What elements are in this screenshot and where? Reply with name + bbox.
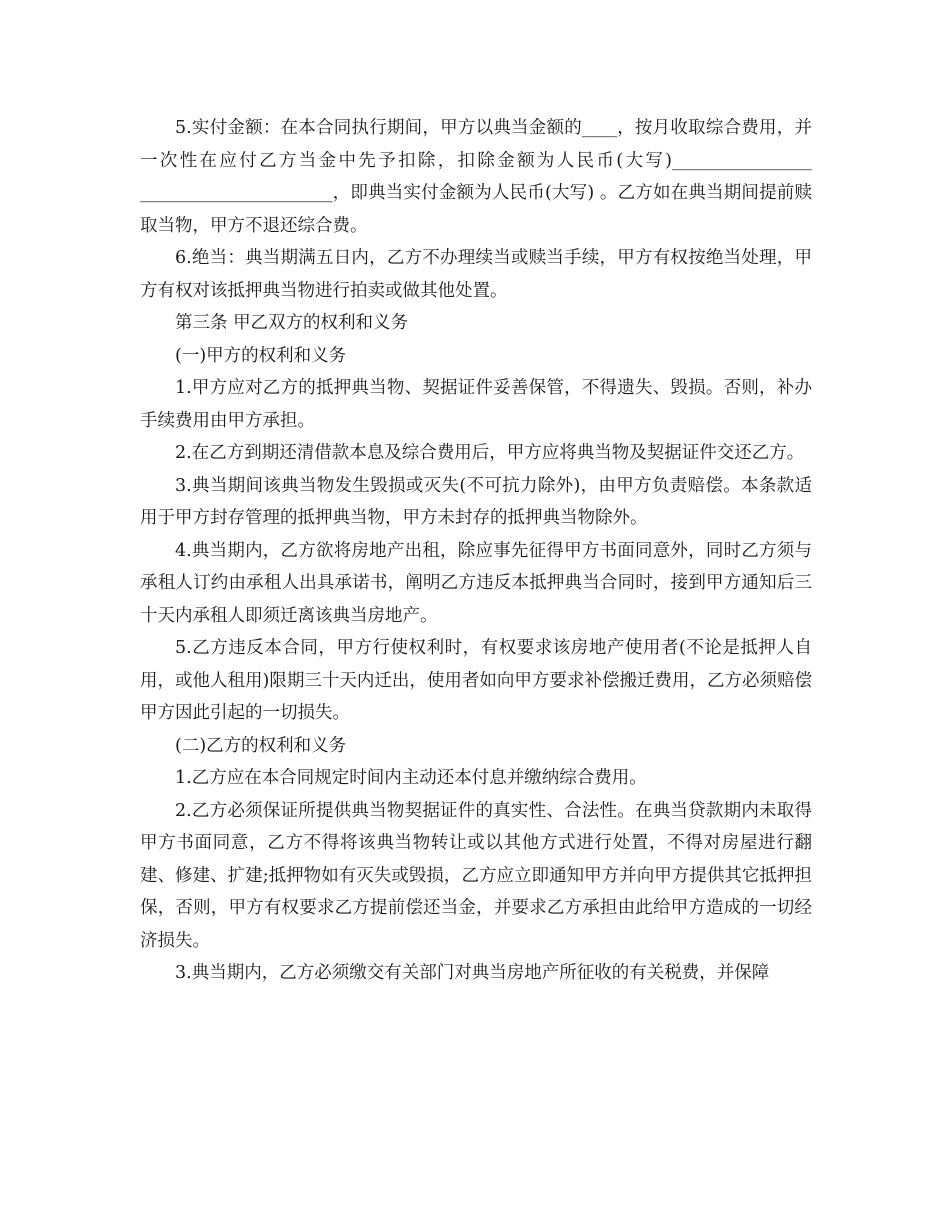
party-b-item-3: 3.典当期内，乙方必须缴交有关部门对典当房地产所征收的有关税费，并保障 [175,963,770,983]
party-a-item-1: 1.甲方应对乙方的抵押典当物、契据证件妥善保管，不得遗失、毁损。否则，补办手续费用由甲方承担。 [140,378,812,431]
section-party-a-heading: (一)甲方的权利和义务 [175,345,347,366]
party-a-item-2: 2.在乙方到期还清借款本息及综合费用后，甲方应将典当物及契据证件交还乙方。 [175,443,805,463]
party-a-item-3: 3.典当期间该典当物发生毁损或灭失(不可抗力除外)，由甲方负责赔偿。本条款适用于甲方封存管理的抵押典当物，甲方未封存的抵押典当物除外。 [140,475,812,528]
section-party-b-heading: (二)乙方的权利和义务 [175,735,347,756]
party-a-item-4: 4.典当期内，乙方欲将房地产出租，除应事先征得甲方书面同意外，同时乙方须与承租人订约由承租人出具承诺书，阐明乙方违反本抵押典当合同时，接到甲方通知后三十天内承租人即须迁离该典当房地产。 [140,540,812,626]
clause-actual-payment: 5.实付金额：在本合同执行期间，甲方以典当金额的____，按月收取综合费用，并一次性在应付乙方当金中先予扣除，扣除金额为人民币(大写)________________ ______________________，即典当实付金额为人民币(大写) 。乙方如在典当期间提前赎取当物，甲方不退还综合费。 [140,118,818,236]
article-3-heading: 第三条 甲乙双方的权利和义务 [175,313,409,333]
party-b-item-2: 2.乙方必须保证所提供典当物契据证件的真实性、合法性。在典当贷款期内未取得甲方书面同意，乙方不得将该典当物转让或以其他方式进行处置，不得对房屋进行翻建、修建、扩建;抵押物如有灭失或毁损，乙方应立即通知甲方并向甲方提供其它抵押担保，否则，甲方有权要求乙方提前偿还当金，并要求乙方承担由此给甲方造成的一切经济损失。 [140,800,812,951]
party-a-item-5: 5.乙方违反本合同，甲方行使权利时，有权要求该房地产使用者(不论是抵押人自用，或他人租用)限期三十天内迁出，使用者如向甲方要求补偿搬迁费用，乙方必须赔偿甲方因此引起的一切损失。 [140,638,812,723]
document-body [140,112,818,990]
party-b-item-1: 1.乙方应在本合同规定时间内主动还本付息并缴纳综合费用。 [175,768,647,788]
clause-forfeiture: 6.绝当：典当期满五日内，乙方不办理续当或赎当手续，甲方有权按绝当处理，甲方有权对该抵押典当物进行拍卖或做其他处置。 [140,248,812,301]
